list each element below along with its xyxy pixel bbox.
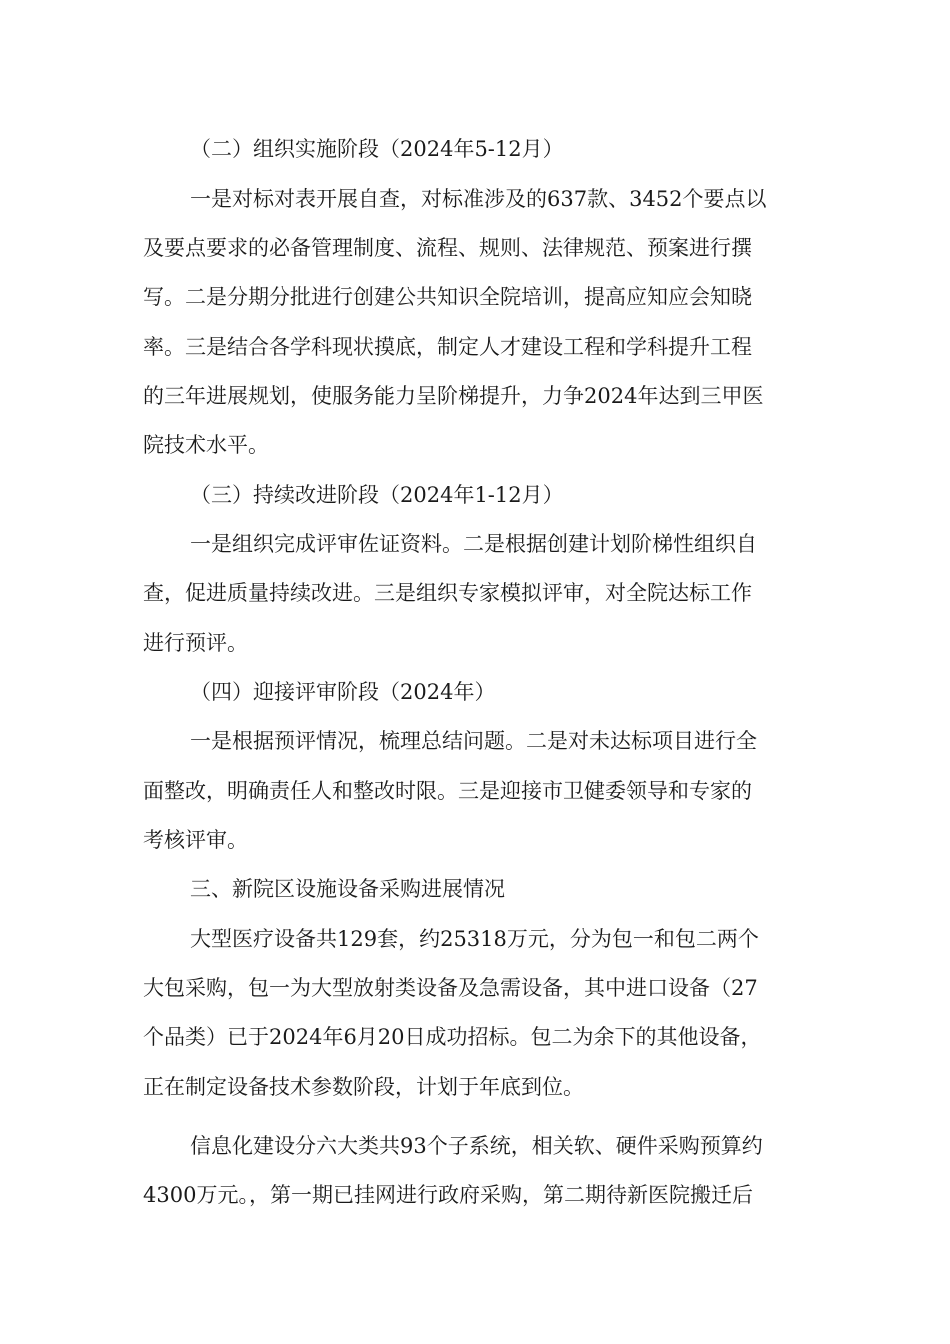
paragraph-line: 个品类）已于2024年6月20日成功招标。包二为余下的其他设备， [143,1025,762,1049]
paragraph-line: 正在制定设备技术参数阶段，计划于年底到位。 [143,1075,584,1099]
paragraph-line: 信息化建设分六大类共93个子系统，相关软、硬件采购预算约 [190,1134,763,1158]
paragraph-line: 率。三是结合各学科现状摸底，制定人才建设工程和学科提升工程 [143,335,752,359]
section-heading: （三）持续改进阶段（2024年1-12月） [190,483,564,507]
paragraph-line: 的三年进展规划，使服务能力呈阶梯提升，力争2024年达到三甲医 [143,384,764,408]
section-heading: 三、新院区设施设备采购进展情况 [190,877,505,901]
paragraph-line: 写。二是分期分批进行创建公共知识全院培训，提高应知应会知晓 [143,285,752,309]
section-heading: （二）组织实施阶段（2024年5-12月） [190,137,564,161]
paragraph-line: 及要点要求的必备管理制度、流程、规则、法律规范、预案进行撰 [143,236,752,260]
paragraph-line: 院技术水平。 [143,433,269,457]
paragraph-line: 查，促进质量持续改进。三是组织专家模拟评审，对全院达标工作 [143,581,752,605]
paragraph-line: 面整改，明确责任人和整改时限。三是迎接市卫健委领导和专家的 [143,779,752,803]
paragraph-line: 4300万元。，第一期已挂网进行政府采购，第二期待新医院搬迁后 [143,1183,753,1207]
paragraph-line: 大型医疗设备共129套，约25318万元，分为包一和包二两个 [190,927,759,951]
paragraph-line: 进行预评。 [143,631,248,655]
paragraph-line: 一是对标对表开展自查，对标准涉及的637款、3452个要点以 [190,187,767,211]
paragraph-line: 大包采购，包一为大型放射类设备及急需设备，其中进口设备（27 [143,976,758,1000]
paragraph-line: 一是组织完成评审佐证资料。二是根据创建计划阶梯性组织自 [190,532,757,556]
paragraph-line: 一是根据预评情况，梳理总结问题。二是对未达标项目进行全 [190,729,757,753]
paragraph-line: 考核评审。 [143,828,248,852]
section-heading: （四）迎接评审阶段（2024年） [190,680,496,704]
